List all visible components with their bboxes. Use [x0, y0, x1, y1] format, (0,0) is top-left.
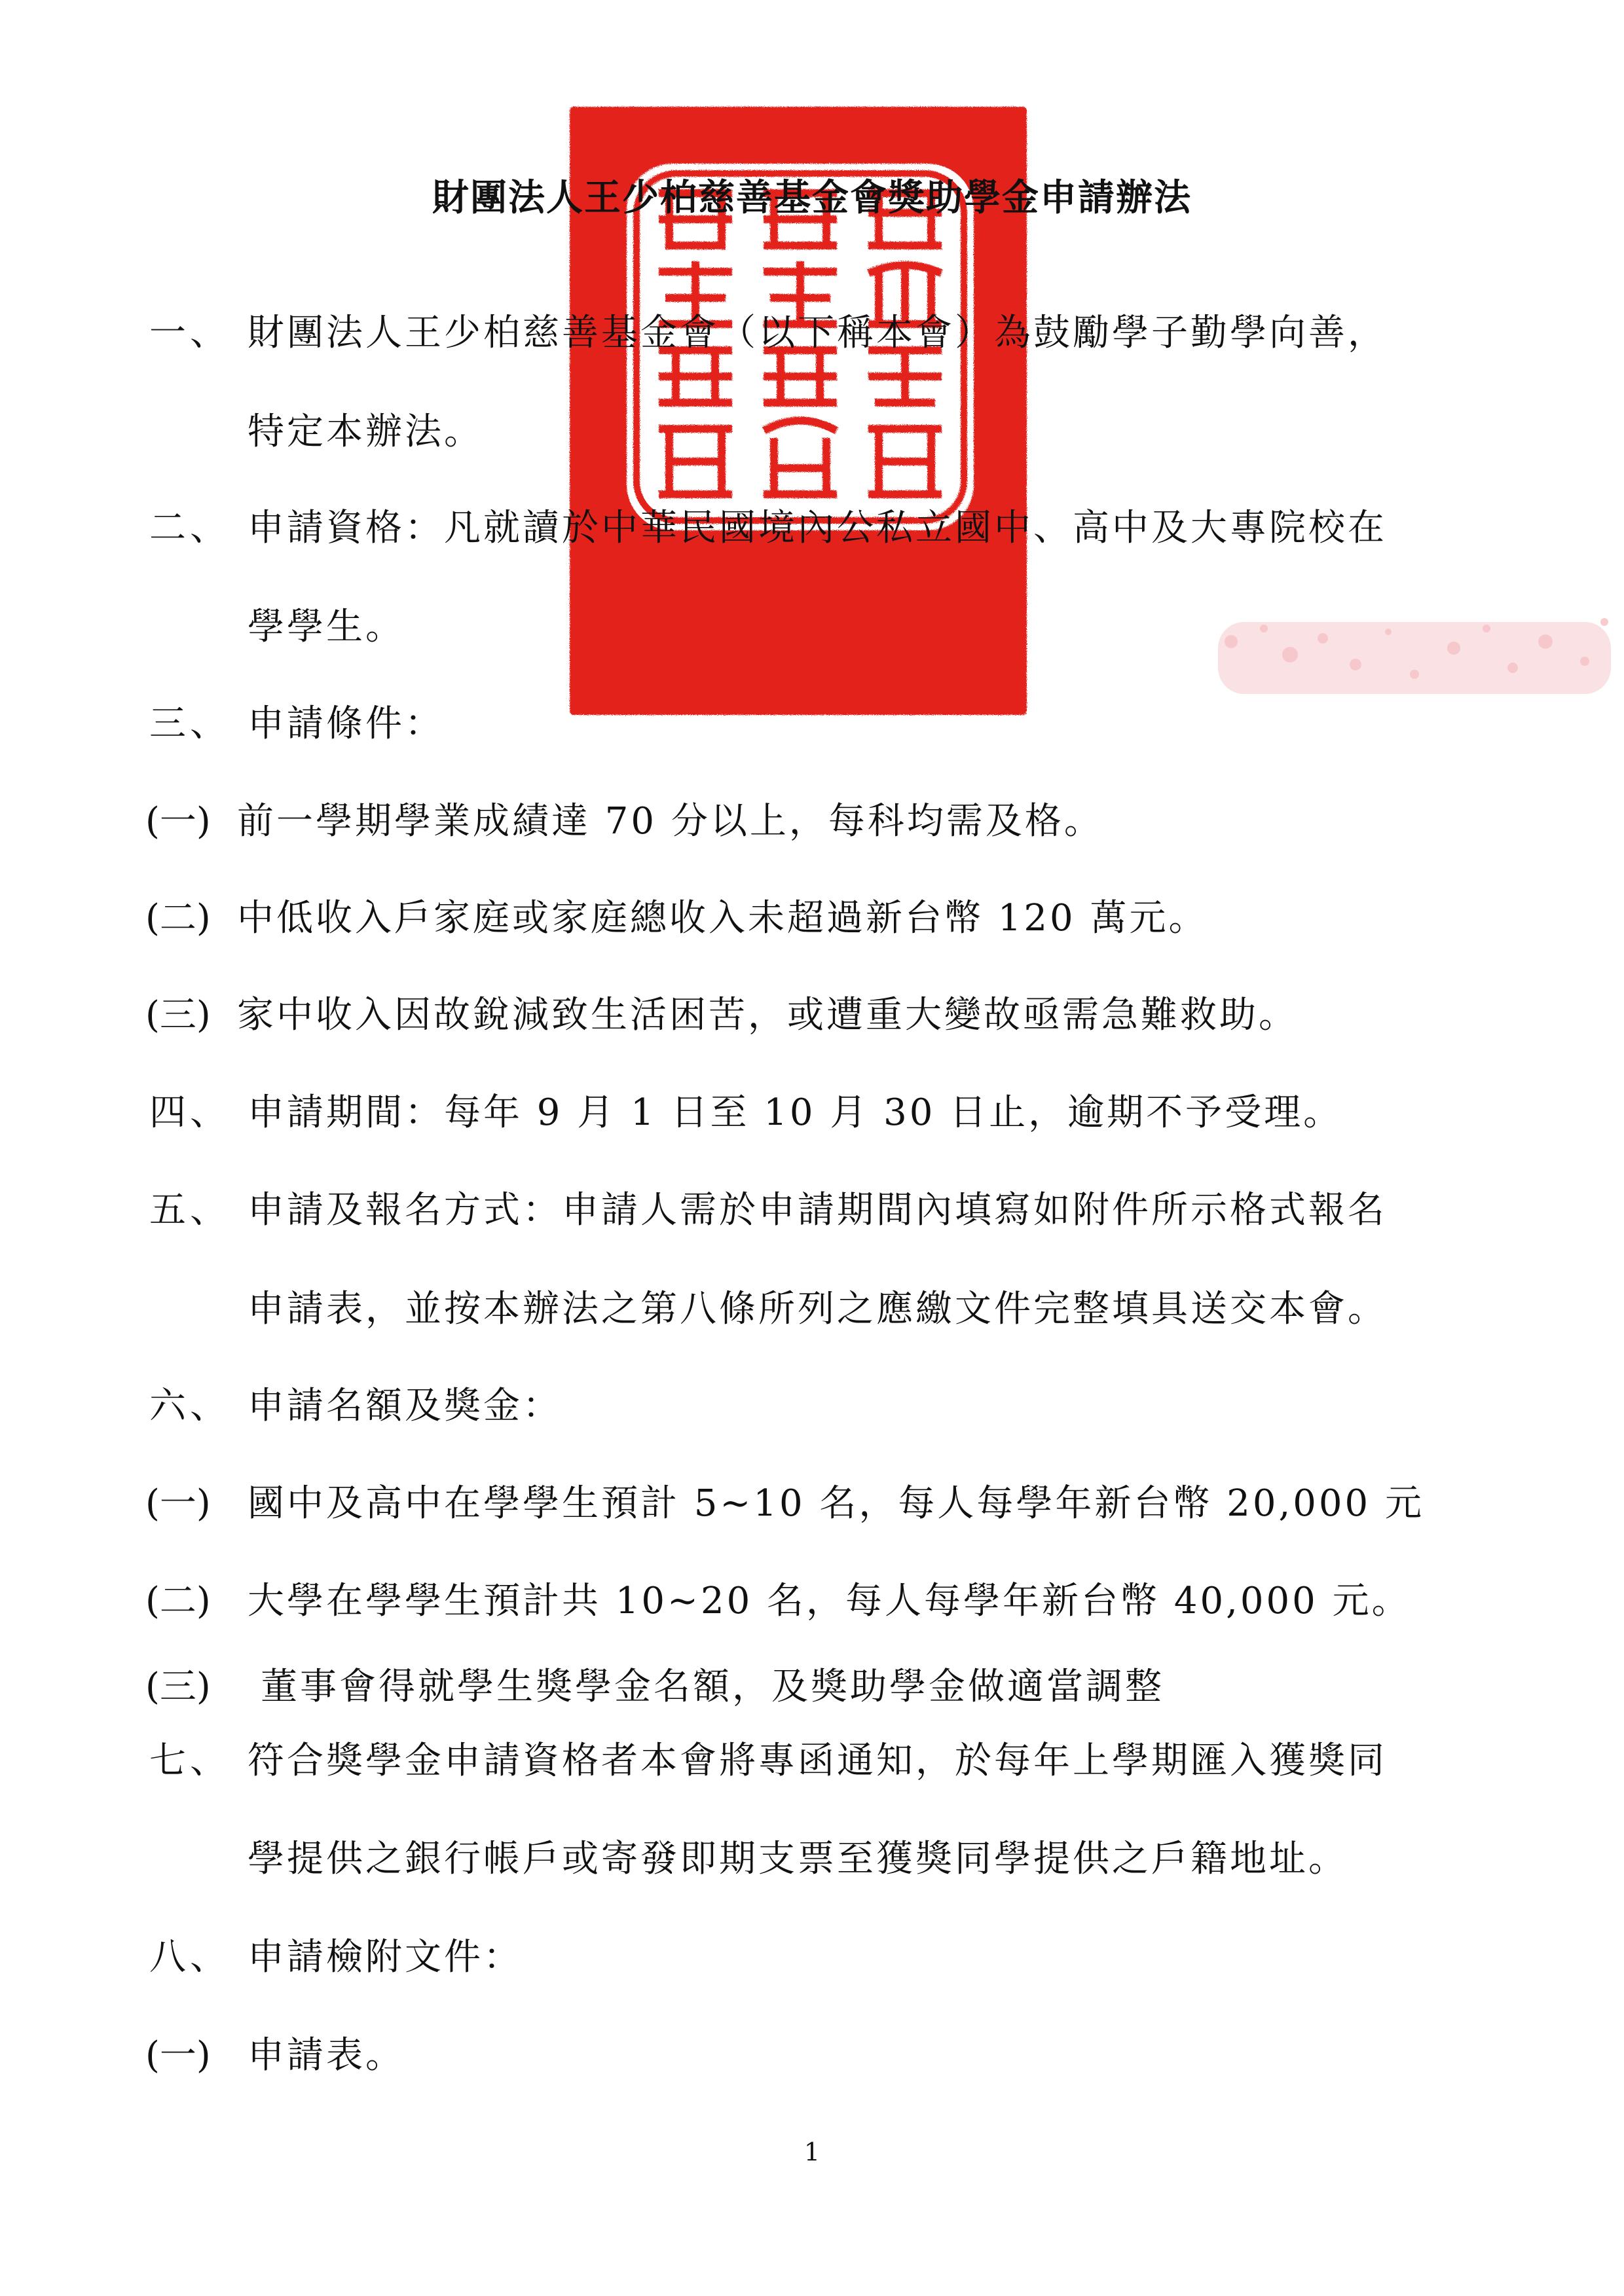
article-2-line-2: 學學生。: [248, 606, 405, 648]
article-6-item-1-text: 國中及高中在學學生預計 5~10 名，每人每學年新台幣 20,000 元: [248, 1482, 1424, 1525]
article-4-line-1: 申請期間：每年 9 月 1 日至 10 月 30 日止，逾期不予受理。: [248, 1091, 1343, 1134]
article-6-item-2-text: 大學在學學生預計共 10~20 名，每人每學年新台幣 40,000 元。: [248, 1580, 1411, 1622]
article-8-marker: 八、: [149, 1936, 231, 1978]
article-6-item-2-marker: (二): [145, 1580, 211, 1622]
article-3-marker: 三、: [149, 702, 231, 745]
article-7-marker: 七、: [149, 1740, 231, 1782]
article-8-line-1: 申請檢附文件：: [248, 1936, 523, 1978]
article-3-item-2-text: 中低收入戶家庭或家庭總收入未超過新台幣 120 萬元。: [237, 897, 1208, 939]
article-1-marker: 一、: [149, 312, 231, 354]
article-3-item-3-text: 家中收入因故銳減致生活困苦，或遭重大變故亟需急難救助。: [237, 994, 1298, 1036]
article-3-item-1-text: 前一學期學業成績達 70 分以上，每科均需及格。: [237, 800, 1103, 843]
article-3-item-2-marker: (二): [145, 897, 211, 939]
article-2-marker: 二、: [149, 507, 231, 549]
article-2-line-1: 申請資格：凡就讀於中華民國境內公私立國中、高中及大專院校在: [248, 507, 1387, 549]
article-4-marker: 四、: [149, 1091, 231, 1134]
document-title: 財團法人王少柏慈善基金會獎助學金申請辦法: [432, 176, 1192, 219]
article-6-item-1-marker: (一): [145, 1482, 211, 1525]
article-8-item-1-marker: (一): [145, 2034, 211, 2077]
article-3-item-3-marker: (三): [145, 994, 211, 1036]
article-5-line-1: 申請及報名方式：申請人需於申請期間內填寫如附件所示格式報名: [248, 1189, 1387, 1231]
article-1-line-2: 特定本辦法。: [248, 410, 483, 453]
page-number: 1: [803, 2138, 821, 2166]
article-3-line-1: 申請條件：: [248, 702, 444, 745]
article-6-item-3-marker: (三): [145, 1666, 211, 1708]
article-7-line-2: 學提供之銀行帳戶或寄發即期支票至獲獎同學提供之戶籍地址。: [248, 1838, 1348, 1880]
article-6-line-1: 申請名額及獎金：: [248, 1385, 562, 1427]
article-6-marker: 六、: [149, 1385, 231, 1427]
article-1-line-1: 財團法人王少柏慈善基金會（以下稱本會）為鼓勵學子勤學向善，: [248, 312, 1387, 354]
article-5-marker: 五、: [149, 1189, 231, 1231]
article-8-item-1-text: 申請表。: [248, 2034, 405, 2077]
article-3-item-1-marker: (一): [145, 800, 211, 843]
article-7-line-1: 符合獎學金申請資格者本會將專函通知，於每年上學期匯入獲獎同: [248, 1740, 1387, 1782]
article-6-item-3-text: 董事會得就學生獎學金名額，及獎助學金做適當調整: [261, 1666, 1164, 1708]
article-5-line-2: 申請表，並按本辦法之第八條所列之應繳文件完整填具送交本會。: [248, 1288, 1387, 1330]
